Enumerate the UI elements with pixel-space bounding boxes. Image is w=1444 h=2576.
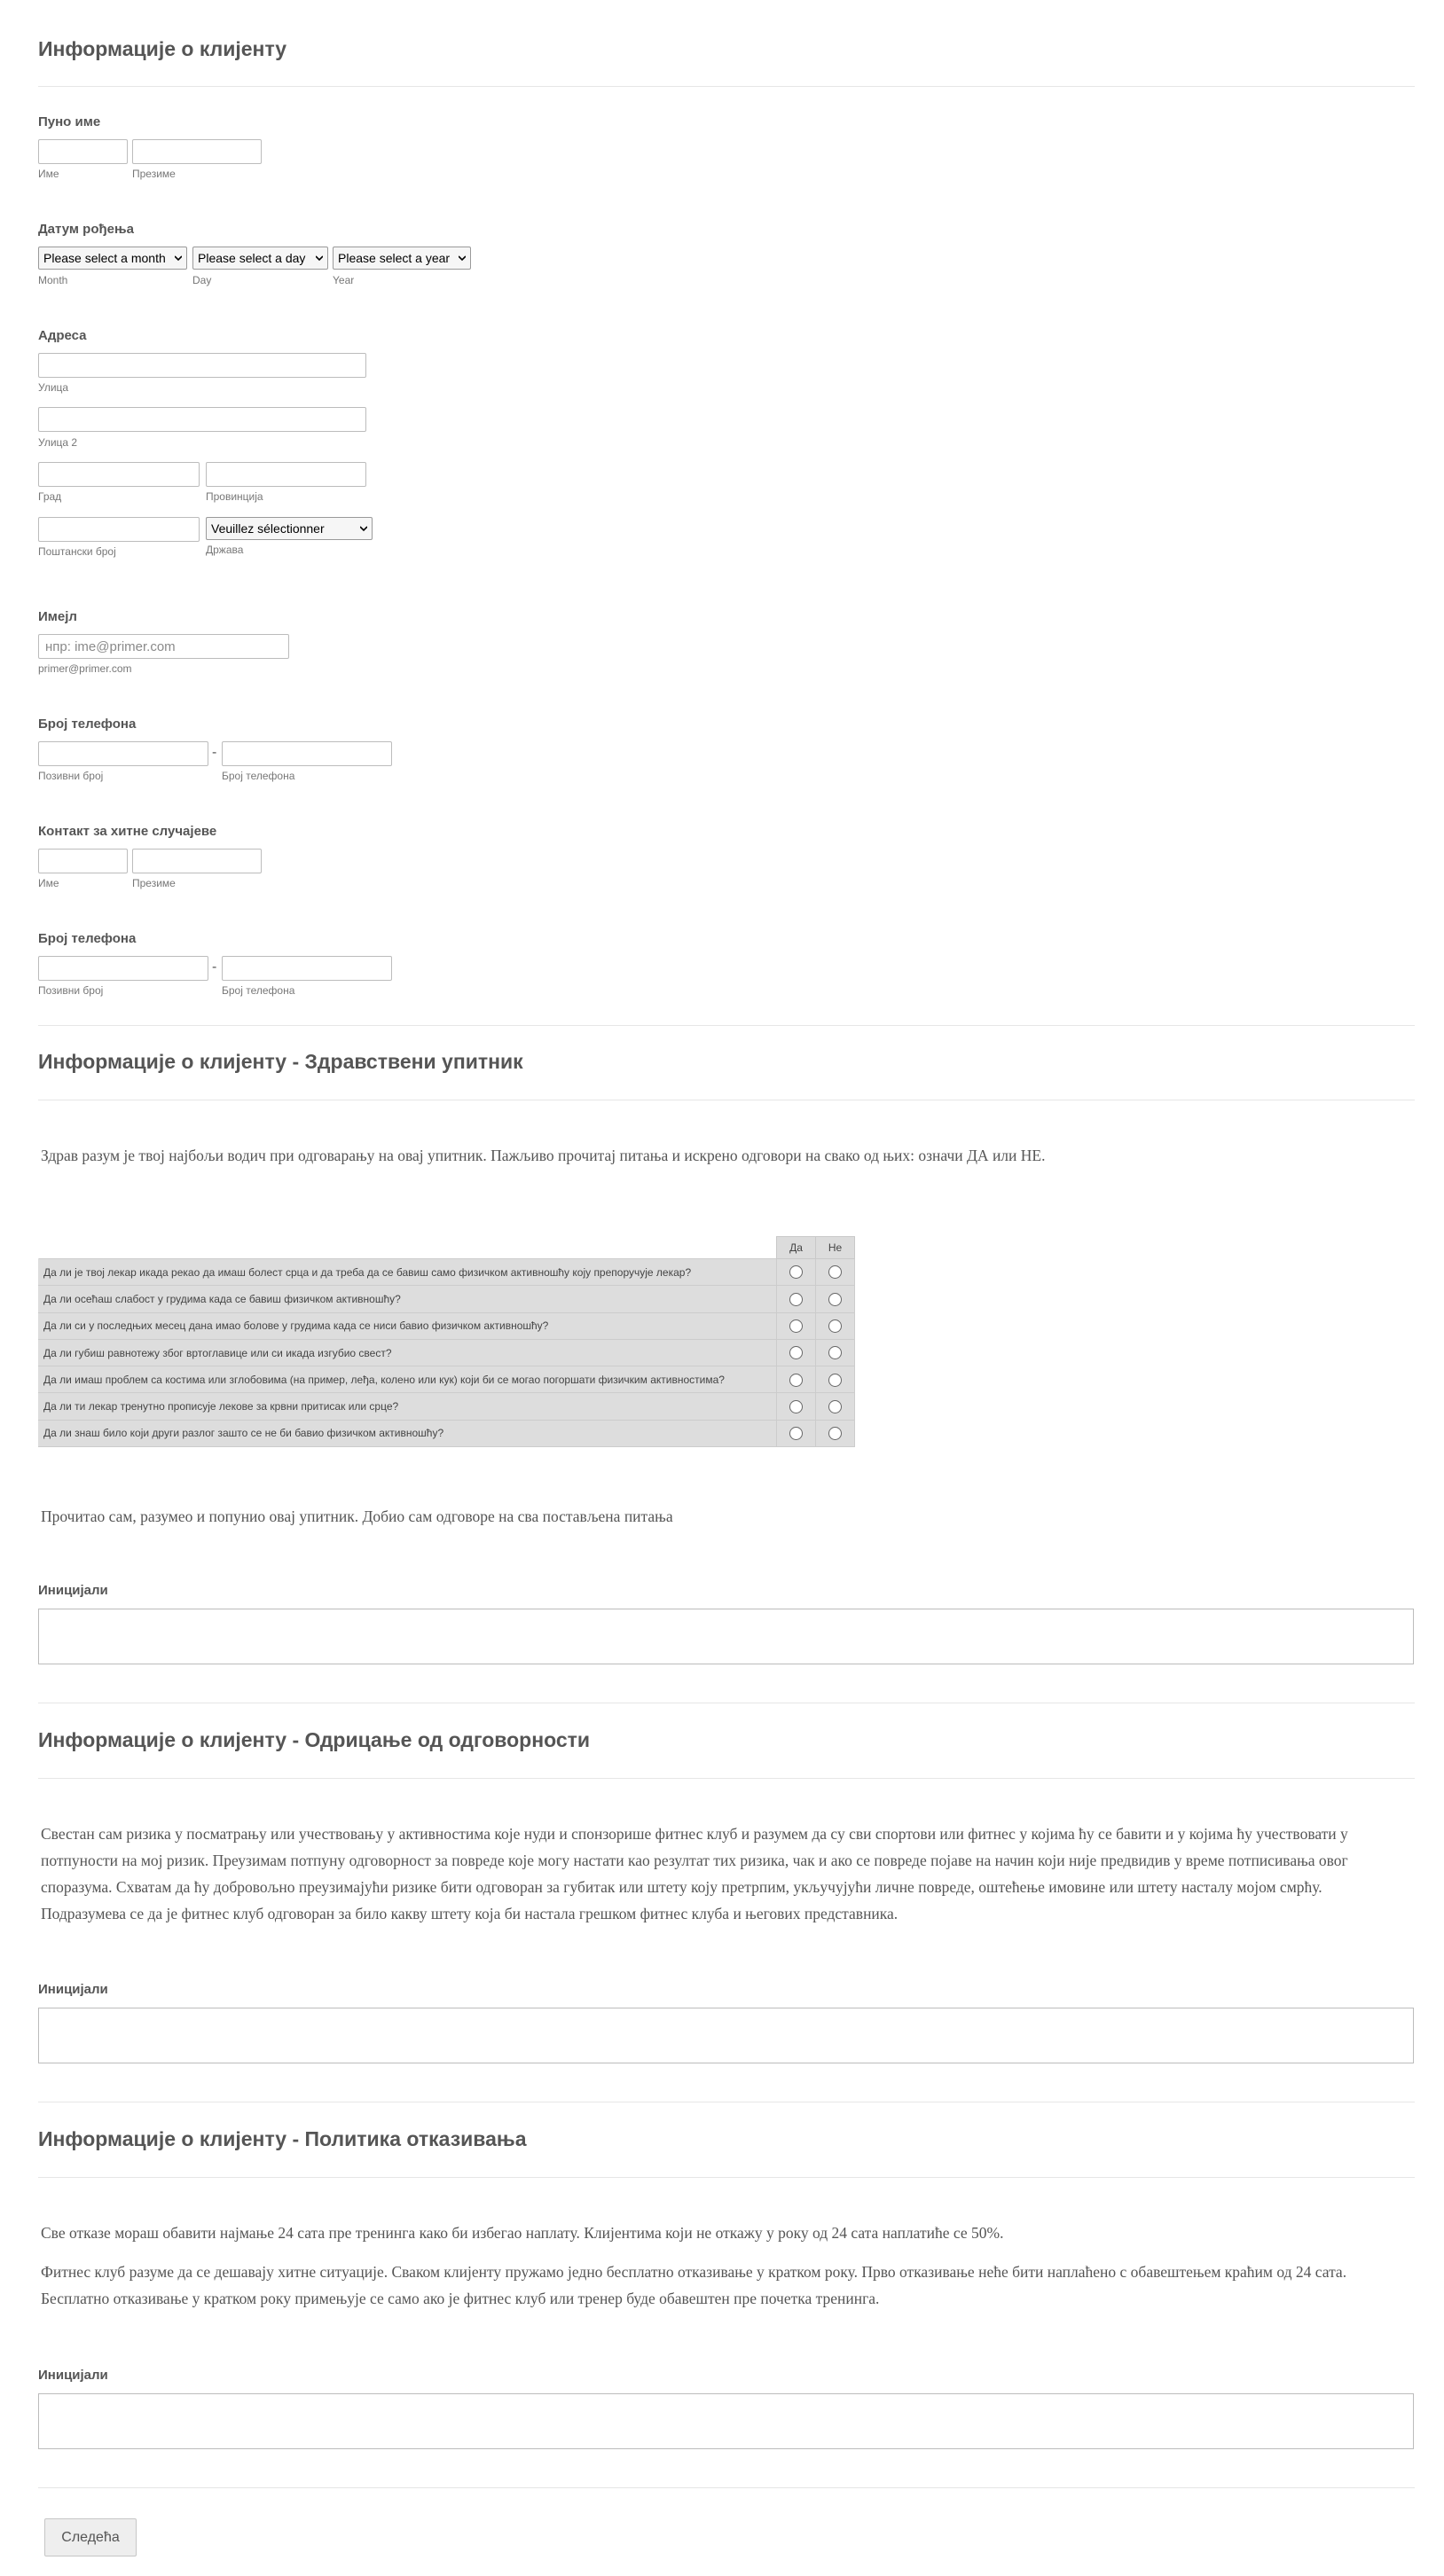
cancel-text-1: Све отказе мораш обавити најмање 24 сата пре тренинга како би избегао наплату. Клијентима који не откажу у року од 24 сата наплатиће се 50%. <box>41 2224 1004 2242</box>
birth-date-label: Датум рођења <box>38 222 134 237</box>
street2-sublabel: Улица 2 <box>38 436 78 449</box>
table-row <box>39 1420 855 1446</box>
health-initials-input[interactable] <box>38 1609 1414 1664</box>
health-matrix <box>38 1236 855 1447</box>
country-sublabel: Држава <box>206 544 244 556</box>
phone-area-input[interactable] <box>38 741 208 766</box>
phone-number-sublabel: Број телефона <box>222 770 295 782</box>
country-value: Veuillez sélectionner <box>211 521 325 536</box>
no-radio[interactable] <box>828 1319 842 1333</box>
street-input[interactable] <box>38 353 366 378</box>
city-input[interactable] <box>38 462 200 487</box>
question-text: Да ли си у последњих месец дана имао болове у грудима када се ниси бавио физичком активношћу? <box>39 1312 777 1339</box>
email-sublabel: primer@primer.com <box>38 662 132 675</box>
table-row <box>39 1393 855 1420</box>
emergency-first-sublabel: Име <box>38 877 59 889</box>
divider <box>38 1025 1415 1026</box>
no-radio[interactable] <box>828 1346 842 1359</box>
phone2-area-sublabel: Позивни број <box>38 984 104 997</box>
phone2-number-input[interactable] <box>222 956 392 981</box>
birth-month-select[interactable] <box>38 247 187 270</box>
phone-label: Број телефона <box>38 716 137 732</box>
section-title-waiver: Информације о клијенту - Одрицање од одговорности <box>38 1728 591 1751</box>
email-field[interactable] <box>39 635 288 658</box>
street2-input[interactable] <box>38 407 366 432</box>
phone-area-sublabel: Позивни број <box>38 770 104 782</box>
first-name-input[interactable] <box>38 139 128 164</box>
birth-year-select[interactable] <box>333 247 471 270</box>
full-name-label: Пуно име <box>38 114 101 129</box>
phone2-number-sublabel: Број телефона <box>222 984 295 997</box>
section-title-cancel: Информације о клијенту - Политика отказивања <box>38 2127 527 2150</box>
divider <box>38 86 1415 87</box>
yes-radio[interactable] <box>789 1400 803 1413</box>
email-input[interactable] <box>38 634 289 659</box>
phone2-label: Број телефона <box>38 931 137 946</box>
col-no-header: Не <box>816 1237 855 1259</box>
section-title-health: Информације о клијенту - Здравствени упитник <box>38 1050 523 1073</box>
phone-dash: - <box>212 745 217 760</box>
emergency-last-sublabel: Презиме <box>132 877 176 889</box>
address-label: Адреса <box>38 328 87 343</box>
cancel-initials-label: Иницијали <box>38 2368 108 2383</box>
waiver-text: Свестан сам ризика у посматрању или учествовању у активностима које нуди и спонзорише фитнес клуб и разумем да су сви спортови или фитнес у којима ћу се бавити и у којима ћу учествовати у потпуности на мој ризик. Преузимам потпуну одговорност за повреде које могу настати као резултат тих ризика, чак и ако се повреде појаве на начин који није предвидив у време потписивања овог споразума. Схватам да ћу добровољно преузимајући ризике бити одговоран за губитак или штету коју претрпим, укључујући личне повреде, оштећење имовине или штету насталу мојом смрћу. Подразумева се да је фитнес клуб одговоран за било какву штету која би настала грешком фитнес клуба и његових представника. <box>41 1825 1348 1922</box>
waiver-initials-label: Иницијали <box>38 1982 108 1997</box>
emergency-contact-label: Контакт за хитне случајеве <box>38 824 217 839</box>
question-text: Да ли знаш било који други разлог зашто се не би бавио физичком активношћу? <box>39 1420 777 1446</box>
yes-radio[interactable] <box>789 1293 803 1306</box>
no-radio[interactable] <box>828 1400 842 1413</box>
health-intro: Здрав разум је твој најбољи водич при одговарању на овај упитник. Пажљиво прочитај питања и искрено одговори на свако од њих: означи ДА или НЕ. <box>41 1147 1046 1164</box>
table-row <box>39 1312 855 1339</box>
divider <box>38 2487 1415 2488</box>
table-row <box>39 1339 855 1366</box>
no-radio[interactable] <box>828 1265 842 1279</box>
question-text: Да ли имаш проблем са костима или зглобовима (на пример, леђа, колено или кук) који би се могао погоршати физичким активностима? <box>39 1366 777 1393</box>
waiver-initials-input[interactable] <box>38 2008 1414 2063</box>
cancel-text-2: Фитнес клуб разуме да се дешавају хитне ситуације. Сваком клијенту пружамо једно бесплатно отказивање у кратком року. Прво отказивање неће бити наплаћено с обавештењем краћим од 24 сата. Бесплатно отказивање у кратком року примењује се само ако је фитнес клуб или тренер буде обавештен пре почетка тренинга. <box>41 2263 1347 2307</box>
health-confirm-text: Прочитао сам, разумео и попунио овај упитник. Добио сам одговоре на сва постављена питања <box>41 1507 673 1525</box>
question-text: Да ли је твој лекар икада рекао да имаш болест срца и да треба да се бавиш само физичком активношћу коју препоручује лекар? <box>39 1259 777 1286</box>
birth-day-select[interactable] <box>192 247 328 270</box>
no-radio[interactable] <box>828 1293 842 1306</box>
yes-radio[interactable] <box>789 1374 803 1387</box>
yes-radio[interactable] <box>789 1265 803 1279</box>
yes-radio[interactable] <box>789 1346 803 1359</box>
city-sublabel: Град <box>38 490 62 503</box>
email-label: Имејл <box>38 609 77 624</box>
birth-day-value: Please select a day <box>198 251 306 265</box>
no-radio[interactable] <box>828 1427 842 1440</box>
birth-year-value: Please select a year <box>338 251 451 265</box>
phone2-dash: - <box>212 959 217 975</box>
col-yes-header: Да <box>777 1237 816 1259</box>
chevron-down-icon <box>175 254 182 262</box>
last-name-sublabel: Презиме <box>132 168 176 180</box>
health-initials-label: Иницијали <box>38 1583 108 1598</box>
street-sublabel: Улица <box>38 381 69 394</box>
question-text: Да ли губиш равнотежу због вртоглавице или си икада изгубио свест? <box>39 1339 777 1366</box>
postal-code-input[interactable] <box>38 517 200 542</box>
chevron-down-icon <box>360 525 367 532</box>
cancel-initials-input[interactable] <box>38 2393 1414 2449</box>
birth-month-value: Please select a month <box>43 251 166 265</box>
province-input[interactable] <box>206 462 366 487</box>
birth-year-sublabel: Year <box>333 274 355 286</box>
province-sublabel: Провинција <box>206 490 263 503</box>
last-name-input[interactable] <box>132 139 262 164</box>
emergency-first-name-input[interactable] <box>38 849 128 873</box>
chevron-down-icon <box>316 254 323 262</box>
no-radio[interactable] <box>828 1374 842 1387</box>
table-row <box>39 1286 855 1312</box>
question-text: Да ли ти лекар тренутно прописује лекове за крвни притисак или срце? <box>39 1393 777 1420</box>
yes-radio[interactable] <box>789 1319 803 1333</box>
phone-number-input[interactable] <box>222 741 392 766</box>
question-text: Да ли осећаш слабост у грудима када се бавиш физичком активношћу? <box>39 1286 777 1312</box>
birth-month-sublabel: Month <box>38 274 68 286</box>
birth-day-sublabel: Day <box>192 274 212 286</box>
emergency-last-name-input[interactable] <box>132 849 262 873</box>
table-row <box>39 1259 855 1286</box>
yes-radio[interactable] <box>789 1427 803 1440</box>
divider <box>38 1778 1415 1779</box>
chevron-down-icon <box>459 254 466 262</box>
phone2-area-input[interactable] <box>38 956 208 981</box>
section-title-client-info: Информације о клијенту <box>38 37 287 60</box>
next-button[interactable]: Следећа <box>44 2518 137 2556</box>
divider <box>38 2177 1415 2178</box>
postal-code-sublabel: Поштански број <box>38 545 116 558</box>
country-select[interactable] <box>206 517 373 540</box>
first-name-sublabel: Име <box>38 168 59 180</box>
table-row <box>39 1366 855 1393</box>
